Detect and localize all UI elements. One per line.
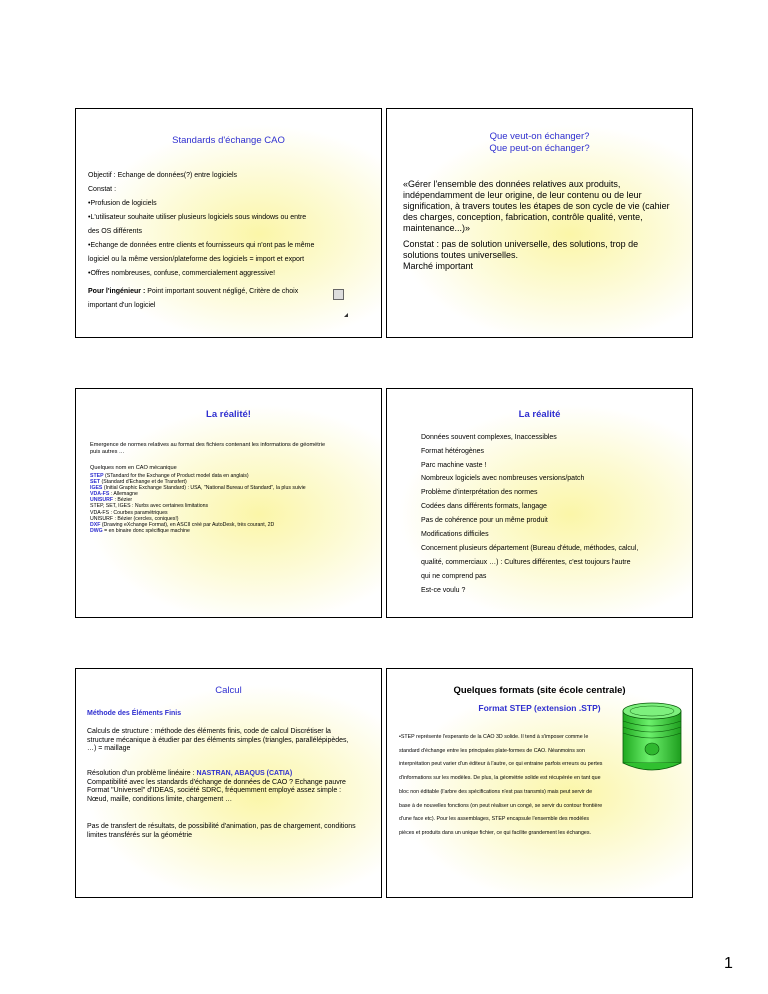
piston-image — [619, 701, 685, 779]
list-item: UNISURF : Bézier (cercles, coniques!) — [90, 515, 179, 522]
line: qualité, commerciaux …) : Cultures différentes, c'est toujours l'autre — [421, 559, 631, 566]
subtitle: Format STEP (extension .STP) — [478, 703, 601, 713]
slide-title: La réalité — [518, 409, 561, 420]
line: •Offres nombreuses, confuse, commercialement aggressive! — [88, 270, 276, 277]
step-description: •STEP représente l'esperanto de la CAO 3D solide. Il tend à s'imposer comme le standard d'échange entre les principales plate-formes de CAO. Néanmoins son interprétation peut varier d'un éditeur à l'autre, ce qui entraine parfois erreurs ou pertes d'informations sur les modèles. De plus, la géométrie solide est récupérée en tant que bloc non éditable (l'arbre des spécifications n'est pas transmis) mais peut servir de base à de nouvelles fonctions (on peut réaliser un congé, se servir du contour frontière d'une face etc). Pour les assemblages, STEP encapsule l'ensemble des modèles pièces et produits dans un unique fichier, ce qui facilite grandement les échanges. — [399, 734, 603, 836]
slide-title: Standards d'échange CAO — [172, 135, 285, 146]
line: Constat : — [88, 186, 117, 193]
line: •Echange de données entre clients et fournisseurs qui n'ont pas le même — [88, 242, 315, 249]
para-1: Calculs de structure : méthode des éléments finis, code de calcul Discrétiser la structure mécanique à étudier par des éléments simples (triangles, parallélépipèdes, …) = maillage — [87, 728, 349, 752]
footer-line-2: important d'un logiciel — [88, 302, 156, 309]
line: Objectif : Echange de données(?) entre logiciels — [88, 172, 238, 179]
list-item: STEP (STandard for the Exchange of Product model data en anglais) — [90, 473, 249, 479]
page-number: 1 — [724, 955, 733, 972]
slide-la-realite-excl — [75, 388, 382, 618]
corner-marker-icon — [344, 313, 348, 317]
line: qui ne comprend pas — [421, 573, 487, 580]
line: Nombreux logiciels avec nombreuses versions/patch — [421, 475, 585, 482]
footer-rest: Point important souvent négligé, Critère de choix — [145, 288, 299, 295]
sound-icon — [333, 289, 344, 300]
solver-names: NASTRAN, ABAQUS (CATIA) — [196, 770, 293, 777]
footer-bold: Pour l'ingénieur : — [88, 288, 146, 295]
list-header: Quelques nom en CAO mécanique — [90, 465, 177, 471]
line: Codées dans différents formats, langage — [421, 503, 547, 510]
slide-quelques-formats — [386, 668, 693, 898]
line: Problème d'interprétation des normes — [421, 489, 538, 496]
list-item: IGES (Initial Graphic Exchange Standard) : USA, "National Bureau of Standard", la plus suivie — [90, 485, 306, 492]
format-list — [90, 473, 335, 534]
quote: «Gérer l'ensemble des données relatives aux produits, indépendamment de leur origine, de leur contenu ou de leur signification, à travers toutes les étapes de son cycle de vie (cahier des charges, conception, fabrication, contrôle qualité, vente, maintenance...)» — [403, 179, 670, 233]
footer-line — [88, 287, 298, 296]
slide-title: La réalité! — [206, 409, 251, 420]
line: Pas de cohérence pour un même produit — [421, 517, 548, 524]
slide-title: Quelques formats (site école centrale) — [453, 685, 626, 696]
constat: Constat : pas de solution universelle, des solutions, trop de solutions toutes universelles. — [403, 239, 639, 260]
line: •L'utilisateur souhaite utiliser plusieurs logiciels sous windows ou entre — [88, 214, 307, 221]
line: Parc machine vaste ! — [421, 462, 487, 469]
line: Est-ce voulu ? — [421, 587, 466, 594]
intro: Emergence de normes relatives au format des fichiers contenant les informations de géométrie puis autres … — [90, 442, 326, 455]
slide-title-line1: Que veut-on échanger? — [489, 131, 590, 142]
line: Modifications difficiles — [421, 531, 489, 538]
list-item: DWG = en binaire donc spécifique machine — [90, 527, 190, 534]
list-item: VDA-FS : Courbes paramétriques — [90, 509, 168, 516]
slide-title-line2: Que peut-on échanger? — [489, 143, 590, 154]
slide-calcul — [75, 668, 382, 898]
line: Format hétérogènes — [421, 448, 485, 455]
line: Concernent plusieurs département (Bureau d'étude, méthodes, calcul, — [421, 545, 639, 552]
constat-2: Marché important — [403, 261, 474, 271]
line: des OS différents — [88, 228, 142, 235]
list-item: DXF (Drawing eXchange Format), en ASCII créé par AutoDesk, très courant, 2D — [90, 521, 275, 528]
list-item: SET (Standard d'Echange et de Transfert) — [90, 479, 187, 486]
subtitle: Méthode des Éléments Finis — [87, 710, 182, 717]
line: logiciel ou la même version/plateforme des logiciels = import et export — [88, 256, 305, 263]
slide-title: Calcul — [215, 685, 242, 696]
slide-que-veut-on-echanger — [386, 108, 693, 338]
slide-standards-echange — [75, 108, 382, 338]
list-item: VDA-FS : Allemagne — [90, 491, 138, 498]
line: Données souvent complexes, Inaccessibles — [421, 434, 557, 441]
list-item: STEP, SET, IGES : Nurbs avec certaines limitations — [90, 503, 209, 510]
para-3: Pas de transfert de résultats, de possibilité d'animation, pas de chargement, conditions limites transférés sur la géométrie — [87, 823, 356, 839]
slide-la-realite — [386, 388, 693, 618]
para-2: Résolution d'un problème linéaire : NASTRAN, ABAQUS (CATIA) Compatibilité avec les standards d'échange de données de CAO ? Echange pauvre Format "Universel" d'IDEAS, société SDRC, fréquemment employé assez simple : Nœud, maille, conditions limite, chargement … — [87, 770, 346, 803]
list-item: UNISURF : Bézier — [90, 497, 133, 504]
line: •Profusion de logiciels — [88, 200, 157, 207]
